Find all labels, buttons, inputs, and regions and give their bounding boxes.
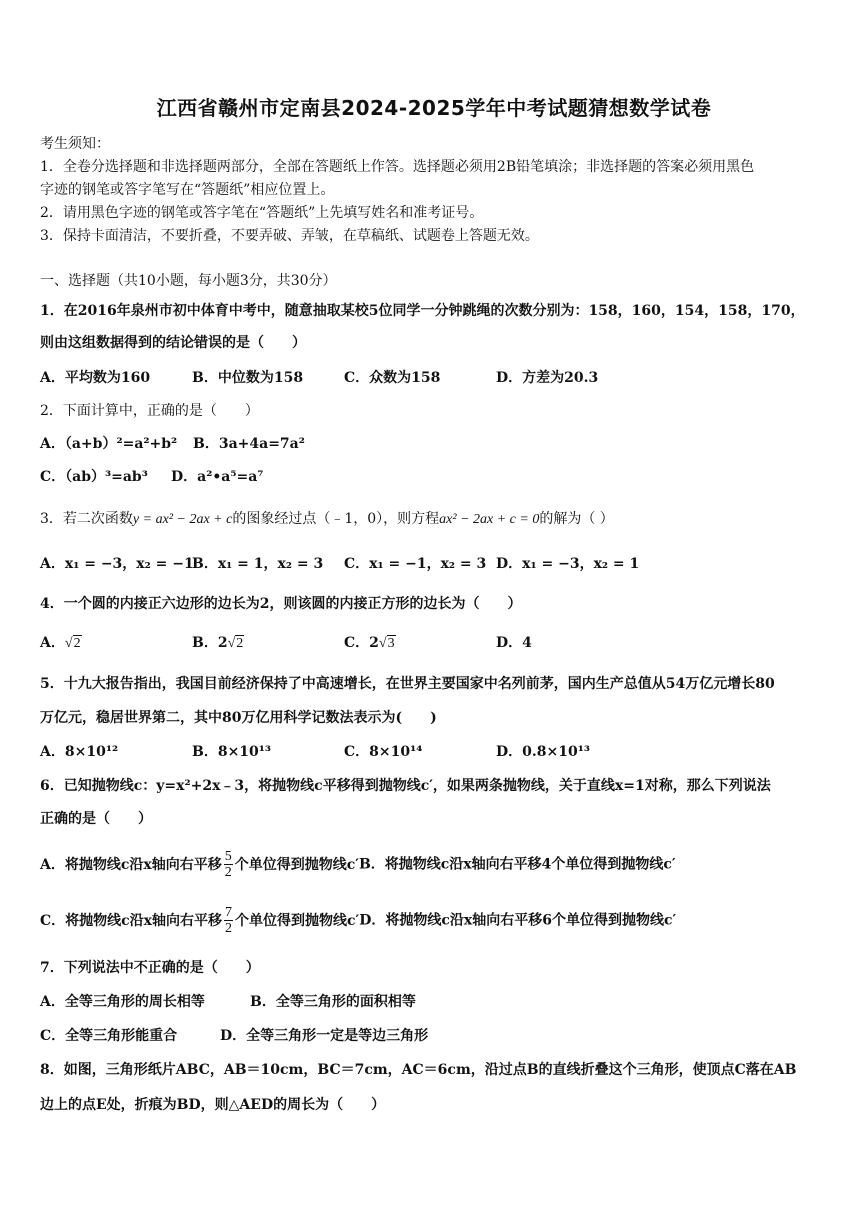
q1-stem-cont: 则由这组数据得到的结论错误的是（ ）: [40, 335, 306, 351]
q6-option-d: D．将抛物线c沿x轴向右平移6个单位得到抛物线c′: [359, 912, 677, 929]
q4-option-b-label: B．: [192, 635, 218, 651]
q6-option-c-text-end: 个单位得到抛物线c′: [235, 912, 360, 929]
q4-option-c: [344, 632, 396, 652]
q4-option-c-label: C．: [344, 635, 370, 651]
q4-option-a-radicand: 2: [73, 636, 81, 651]
q1-option-d: D．方差为20.3: [496, 370, 599, 386]
q2-option-a: A．（a+b）²=a²+b²: [40, 436, 178, 452]
page-title: 江西省赣州市定南县2024-2025学年中考试题猜想数学试卷: [156, 96, 712, 120]
notice-item-2: 2．请用黑色字迹的钢笔或答字笔在“答题纸”上先填写姓名和准考证号。: [40, 205, 484, 221]
q2-option-d: D．a²•a⁵=a⁷: [171, 469, 264, 485]
q7-option-a: A．全等三角形的周长相等: [40, 994, 205, 1010]
q5-stem: 5．十九大报告指出，我国目前经济保持了中高速增长，在世界主要国家中名列前茅，国内生产总值从54万亿元增长80: [40, 676, 775, 692]
q8-stem: 8．如图，三角形纸片ABC，AB＝10cm，BC＝7cm，AC＝6cm，沿过点B的直线折叠这个三角形，使顶点C落在AB: [40, 1062, 797, 1078]
q6-stem: 6．已知抛物线c：y=x²+2x﹣3，将抛物线c平移得到抛物线c′，如果两条抛物线，关于直线x=1对称，那么下列说法: [40, 778, 771, 794]
q6-option-a: [40, 849, 359, 880]
q1-option-a: A．平均数为160: [40, 370, 151, 386]
notice-item-1-cont: 字迹的钢笔或答字笔写在“答题纸”相应位置上。: [40, 182, 335, 198]
q4-option-c-coef: 2: [369, 635, 379, 651]
q3-option-b: B．x₁ = 1，x₂ = 3: [192, 556, 324, 572]
q5-option-d: D．0.8×10¹³: [496, 744, 590, 760]
section-heading: 一、选择题（共10小题，每小题3分，共30分）: [40, 273, 337, 289]
q7-option-c: C．全等三角形能重合: [40, 1028, 178, 1044]
q2-stem: 2．下面计算中，正确的是（ ）: [40, 403, 259, 419]
q5-stem-cont: 万亿元，稳居世界第二，其中80万亿用科学记数法表示为( ): [40, 710, 437, 726]
q7-option-d: D．全等三角形一定是等边三角形: [220, 1028, 429, 1044]
q6-option-c-numerator: 7: [225, 905, 233, 920]
q6-option-a-text-end: 个单位得到抛物线c′: [234, 856, 359, 873]
q7-stem: 7．下列说法中不正确的是（ ）: [40, 960, 260, 976]
q6-option-a-fraction: [224, 849, 233, 880]
q1-option-c: C．众数为158: [344, 370, 441, 386]
q6-option-a-numerator: 5: [224, 849, 232, 864]
q5-option-c: C．8×10¹⁴: [344, 744, 423, 760]
q4-option-b-radicand: 2: [236, 636, 244, 651]
q6-option-c: [40, 905, 360, 936]
q6-option-c-denominator: 2: [225, 921, 233, 936]
q1-option-b: B．中位数为158: [192, 370, 304, 386]
q3-stem: [40, 508, 614, 528]
q6-stem-cont: 正确的是（ ）: [40, 811, 152, 827]
q3-stem-mid: 的图象经过点（﹣1，0），则方程: [232, 511, 440, 527]
q4-stem: 4．一个圆的内接正六边形的边长为2，则该圆的内接正方形的边长为（ ）: [40, 596, 522, 612]
q4-option-a: [40, 632, 82, 652]
q5-option-a: A．8×10¹²: [40, 744, 119, 760]
q8-stem-cont: 边上的点E处，折痕为BD，则△AED的周长为（ ）: [40, 1097, 386, 1113]
q4-option-d: D．4: [496, 635, 532, 651]
q6-option-c-text: C．将抛物线c沿x轴向右平移: [40, 912, 223, 929]
q2-option-c: C．（ab）³=ab³: [40, 469, 148, 485]
q4-option-b-sqrt: √2: [227, 636, 244, 651]
q3-stem-post: 的解为（ ）: [539, 511, 614, 527]
q3-stem-pre: 3．若二次函数: [40, 511, 133, 527]
q2-option-b: B．3a+4a=7a²: [193, 436, 305, 452]
q3-option-c: C．x₁ = −1，x₂ = 3: [344, 556, 487, 572]
q6-option-c-fraction: [224, 905, 233, 936]
q6-option-a-text: A．将抛物线c沿x轴向右平移: [40, 856, 222, 873]
q4-option-b: [192, 632, 244, 652]
q4-option-a-label: A．: [40, 635, 65, 651]
notice-item-3: 3．保持卡面清洁，不要折叠，不要弄破、弄皱，在草稿纸、试题卷上答题无效。: [40, 228, 539, 244]
q4-option-a-sqrt: √2: [64, 636, 81, 651]
notice-item-1: 1．全卷分选择题和非选择题两部分，全部在答题纸上作答。选择题必须用2B铅笔填涂；非选择题的答案必须用黑色: [40, 159, 755, 175]
q4-option-c-radicand: 3: [387, 636, 395, 651]
q1-stem: 1．在2016年泉州市初中体育中考中，随意抽取某校5位同学一分钟跳绳的次数分别为：158，160，154，158，170，: [40, 303, 805, 319]
q3-option-d: D．x₁ = −3，x₂ = 1: [496, 556, 640, 572]
q3-function: y = ax² − 2ax + c: [132, 512, 233, 527]
q4-option-c-sqrt: √3: [378, 636, 395, 651]
q7-option-b: B．全等三角形的面积相等: [250, 994, 416, 1010]
q5-option-b: B．8×10¹³: [192, 744, 272, 760]
q6-option-b: B．将抛物线c沿x轴向右平移4个单位得到抛物线c′: [358, 856, 676, 873]
q3-option-a: A．x₁ = −3，x₂ = −1: [40, 556, 194, 572]
q6-option-a-denominator: 2: [224, 865, 232, 880]
notice-heading: 考生须知：: [40, 136, 110, 152]
q3-equation: ax² − 2ax + c = 0: [439, 512, 540, 527]
q6-options-row2: [40, 905, 676, 936]
q4-option-b-coef: 2: [217, 635, 228, 651]
q6-options-row1: [40, 849, 676, 880]
